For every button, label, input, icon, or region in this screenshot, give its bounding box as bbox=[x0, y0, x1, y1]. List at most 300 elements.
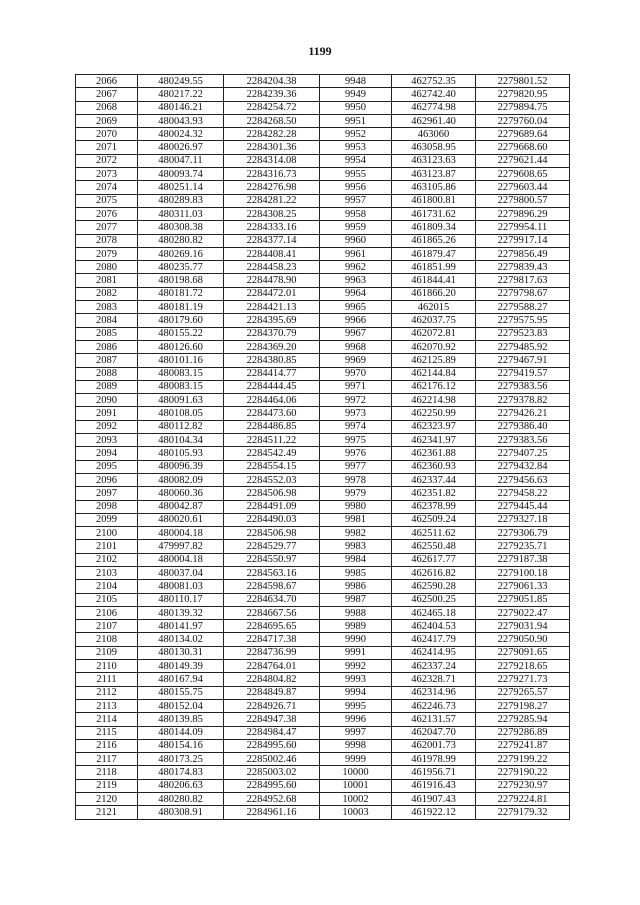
cell-point-id-a: 2068 bbox=[76, 101, 138, 114]
table-row bbox=[76, 527, 570, 540]
cell-northing-a: 2284563.16 bbox=[224, 566, 320, 579]
cell-point-id-a: 2080 bbox=[76, 261, 138, 274]
cell-northing-b: 2279485.92 bbox=[476, 340, 570, 353]
cell-easting-b: 462131.57 bbox=[392, 713, 476, 726]
cell-point-id-b: 9963 bbox=[320, 274, 392, 287]
cell-easting-a: 480112.82 bbox=[138, 420, 224, 433]
cell-northing-b: 2279432.84 bbox=[476, 460, 570, 473]
cell-easting-a: 480134.02 bbox=[138, 633, 224, 646]
cell-easting-a: 480101.16 bbox=[138, 354, 224, 367]
cell-northing-a: 2284961.16 bbox=[224, 806, 320, 819]
cell-point-id-b: 9976 bbox=[320, 447, 392, 460]
table-row bbox=[76, 646, 570, 659]
cell-northing-a: 2284268.50 bbox=[224, 114, 320, 127]
cell-easting-b: 462360.93 bbox=[392, 460, 476, 473]
cell-easting-b: 462072.81 bbox=[392, 327, 476, 340]
cell-easting-b: 462414.95 bbox=[392, 646, 476, 659]
cell-point-id-b: 9965 bbox=[320, 301, 392, 314]
cell-northing-a: 2284473.60 bbox=[224, 407, 320, 420]
cell-point-id-b: 9990 bbox=[320, 633, 392, 646]
cell-easting-b: 462047.70 bbox=[392, 726, 476, 739]
cell-easting-a: 480311.03 bbox=[138, 207, 224, 220]
cell-easting-b: 462001.73 bbox=[392, 739, 476, 752]
cell-easting-a: 480206.63 bbox=[138, 779, 224, 792]
cell-easting-a: 480130.31 bbox=[138, 646, 224, 659]
table-row bbox=[76, 221, 570, 234]
cell-northing-b: 2279198.27 bbox=[476, 699, 570, 712]
table-row bbox=[76, 101, 570, 114]
cell-point-id-a: 2075 bbox=[76, 194, 138, 207]
table-row bbox=[76, 473, 570, 486]
cell-easting-a: 480020.61 bbox=[138, 513, 224, 526]
cell-easting-a: 480037.04 bbox=[138, 566, 224, 579]
cell-point-id-a: 2099 bbox=[76, 513, 138, 526]
cell-easting-a: 480155.75 bbox=[138, 686, 224, 699]
cell-northing-b: 2279022.47 bbox=[476, 606, 570, 619]
cell-northing-b: 2279061.33 bbox=[476, 580, 570, 593]
table-row bbox=[76, 699, 570, 712]
cell-northing-a: 2284301.36 bbox=[224, 141, 320, 154]
cell-point-id-b: 9964 bbox=[320, 287, 392, 300]
cell-point-id-a: 2108 bbox=[76, 633, 138, 646]
cell-point-id-a: 2097 bbox=[76, 487, 138, 500]
cell-point-id-b: 9952 bbox=[320, 128, 392, 141]
cell-northing-b: 2279856.49 bbox=[476, 247, 570, 260]
cell-point-id-a: 2090 bbox=[76, 394, 138, 407]
cell-point-id-b: 9995 bbox=[320, 699, 392, 712]
table-row bbox=[76, 620, 570, 633]
cell-point-id-a: 2119 bbox=[76, 779, 138, 792]
cell-northing-a: 2284380.85 bbox=[224, 354, 320, 367]
cell-northing-a: 2284333.16 bbox=[224, 221, 320, 234]
cell-point-id-a: 2109 bbox=[76, 646, 138, 659]
cell-point-id-a: 2105 bbox=[76, 593, 138, 606]
cell-point-id-b: 9998 bbox=[320, 739, 392, 752]
cell-point-id-a: 2085 bbox=[76, 327, 138, 340]
cell-northing-a: 2284281.22 bbox=[224, 194, 320, 207]
table-row bbox=[76, 713, 570, 726]
cell-point-id-a: 2078 bbox=[76, 234, 138, 247]
cell-point-id-b: 9977 bbox=[320, 460, 392, 473]
cell-easting-b: 463123.87 bbox=[392, 168, 476, 181]
cell-northing-b: 2279218.65 bbox=[476, 660, 570, 673]
cell-easting-a: 480096.39 bbox=[138, 460, 224, 473]
cell-northing-a: 2284764.01 bbox=[224, 660, 320, 673]
cell-point-id-b: 9994 bbox=[320, 686, 392, 699]
cell-point-id-b: 9961 bbox=[320, 247, 392, 260]
cell-northing-a: 2284550.97 bbox=[224, 553, 320, 566]
cell-easting-b: 462314.96 bbox=[392, 686, 476, 699]
cell-northing-a: 2284506.98 bbox=[224, 527, 320, 540]
cell-point-id-b: 9972 bbox=[320, 394, 392, 407]
page-number: 1199 bbox=[308, 44, 332, 58]
cell-point-id-a: 2066 bbox=[76, 75, 138, 88]
cell-northing-b: 2279800.57 bbox=[476, 194, 570, 207]
cell-northing-a: 2284634.70 bbox=[224, 593, 320, 606]
cell-northing-b: 2279091.65 bbox=[476, 646, 570, 659]
cell-point-id-b: 9971 bbox=[320, 380, 392, 393]
cell-point-id-b: 9954 bbox=[320, 154, 392, 167]
cell-northing-b: 2279407.25 bbox=[476, 447, 570, 460]
cell-northing-b: 2279235.71 bbox=[476, 540, 570, 553]
cell-point-id-a: 2114 bbox=[76, 713, 138, 726]
cell-northing-b: 2279760.04 bbox=[476, 114, 570, 127]
cell-point-id-b: 9979 bbox=[320, 487, 392, 500]
table-row bbox=[76, 181, 570, 194]
table-row bbox=[76, 779, 570, 792]
cell-easting-b: 462500.25 bbox=[392, 593, 476, 606]
cell-northing-b: 2279378.82 bbox=[476, 394, 570, 407]
cell-northing-a: 2284472.01 bbox=[224, 287, 320, 300]
cell-point-id-b: 9997 bbox=[320, 726, 392, 739]
cell-northing-a: 2284254.72 bbox=[224, 101, 320, 114]
cell-point-id-b: 10003 bbox=[320, 806, 392, 819]
cell-easting-a: 480308.91 bbox=[138, 806, 224, 819]
table-row bbox=[76, 633, 570, 646]
cell-northing-a: 2284478.90 bbox=[224, 274, 320, 287]
table-row bbox=[76, 500, 570, 513]
cell-northing-b: 2279817.63 bbox=[476, 274, 570, 287]
cell-northing-b: 2279179.32 bbox=[476, 806, 570, 819]
cell-northing-b: 2279575.95 bbox=[476, 314, 570, 327]
table-row bbox=[76, 420, 570, 433]
cell-easting-b: 462417.79 bbox=[392, 633, 476, 646]
cell-point-id-b: 9953 bbox=[320, 141, 392, 154]
cell-easting-a: 480108.05 bbox=[138, 407, 224, 420]
table-row bbox=[76, 301, 570, 314]
cell-point-id-a: 2113 bbox=[76, 699, 138, 712]
cell-point-id-a: 2081 bbox=[76, 274, 138, 287]
table-row bbox=[76, 274, 570, 287]
cell-point-id-a: 2089 bbox=[76, 380, 138, 393]
cell-northing-a: 2284369.20 bbox=[224, 340, 320, 353]
table-row bbox=[76, 766, 570, 779]
cell-point-id-b: 9950 bbox=[320, 101, 392, 114]
cell-point-id-a: 2069 bbox=[76, 114, 138, 127]
cell-point-id-a: 2107 bbox=[76, 620, 138, 633]
cell-easting-a: 480280.82 bbox=[138, 234, 224, 247]
cell-northing-a: 2284804.82 bbox=[224, 673, 320, 686]
cell-northing-b: 2279445.44 bbox=[476, 500, 570, 513]
cell-northing-a: 2284490.03 bbox=[224, 513, 320, 526]
table-row bbox=[76, 327, 570, 340]
table-row bbox=[76, 287, 570, 300]
cell-northing-a: 2284984.47 bbox=[224, 726, 320, 739]
cell-easting-b: 462961.40 bbox=[392, 114, 476, 127]
cell-point-id-a: 2096 bbox=[76, 473, 138, 486]
table-row bbox=[76, 261, 570, 274]
cell-easting-b: 462214.98 bbox=[392, 394, 476, 407]
cell-northing-a: 2285003.02 bbox=[224, 766, 320, 779]
cell-northing-b: 2279588.27 bbox=[476, 301, 570, 314]
cell-easting-a: 480047.11 bbox=[138, 154, 224, 167]
cell-point-id-b: 9984 bbox=[320, 553, 392, 566]
cell-northing-b: 2279285.94 bbox=[476, 713, 570, 726]
cell-point-id-a: 2118 bbox=[76, 766, 138, 779]
cell-northing-a: 2284421.13 bbox=[224, 301, 320, 314]
cell-easting-a: 480139.32 bbox=[138, 606, 224, 619]
cell-northing-a: 2284511.22 bbox=[224, 434, 320, 447]
cell-northing-b: 2279265.57 bbox=[476, 686, 570, 699]
cell-northing-b: 2279689.64 bbox=[476, 128, 570, 141]
cell-northing-a: 2284486.85 bbox=[224, 420, 320, 433]
cell-easting-b: 462590.28 bbox=[392, 580, 476, 593]
cell-easting-b: 462378.99 bbox=[392, 500, 476, 513]
cell-northing-a: 2285002.46 bbox=[224, 753, 320, 766]
cell-northing-b: 2279668.60 bbox=[476, 141, 570, 154]
cell-northing-b: 2279467.91 bbox=[476, 354, 570, 367]
cell-easting-b: 462617.77 bbox=[392, 553, 476, 566]
cell-point-id-a: 2117 bbox=[76, 753, 138, 766]
cell-point-id-a: 2071 bbox=[76, 141, 138, 154]
cell-easting-a: 480152.04 bbox=[138, 699, 224, 712]
table-row bbox=[76, 487, 570, 500]
table-row bbox=[76, 168, 570, 181]
table-row bbox=[76, 806, 570, 819]
table-row bbox=[76, 114, 570, 127]
cell-northing-b: 2279419.57 bbox=[476, 367, 570, 380]
table-row bbox=[76, 686, 570, 699]
cell-easting-a: 480144.09 bbox=[138, 726, 224, 739]
cell-easting-b: 462351.82 bbox=[392, 487, 476, 500]
table-row bbox=[76, 75, 570, 88]
cell-northing-b: 2279621.44 bbox=[476, 154, 570, 167]
cell-point-id-a: 2116 bbox=[76, 739, 138, 752]
cell-northing-b: 2279608.65 bbox=[476, 168, 570, 181]
cell-point-id-b: 9978 bbox=[320, 473, 392, 486]
cell-easting-b: 463058.95 bbox=[392, 141, 476, 154]
table-row bbox=[76, 154, 570, 167]
table-row bbox=[76, 540, 570, 553]
table-row bbox=[76, 247, 570, 260]
table-row bbox=[76, 128, 570, 141]
cell-point-id-a: 2083 bbox=[76, 301, 138, 314]
cell-easting-b: 461731.62 bbox=[392, 207, 476, 220]
cell-easting-b: 462323.97 bbox=[392, 420, 476, 433]
cell-northing-a: 2284542.49 bbox=[224, 447, 320, 460]
cell-northing-a: 2284717.38 bbox=[224, 633, 320, 646]
cell-easting-a: 480280.82 bbox=[138, 793, 224, 806]
cell-northing-a: 2284952.68 bbox=[224, 793, 320, 806]
cell-easting-b: 461844.41 bbox=[392, 274, 476, 287]
cell-easting-b: 462616.82 bbox=[392, 566, 476, 579]
cell-point-id-b: 9955 bbox=[320, 168, 392, 181]
cell-northing-b: 2279917.14 bbox=[476, 234, 570, 247]
cell-easting-b: 461907.43 bbox=[392, 793, 476, 806]
cell-easting-b: 462070.92 bbox=[392, 340, 476, 353]
cell-point-id-b: 9996 bbox=[320, 713, 392, 726]
cell-easting-b: 462742.40 bbox=[392, 88, 476, 101]
cell-easting-b: 462774.98 bbox=[392, 101, 476, 114]
cell-point-id-b: 9968 bbox=[320, 340, 392, 353]
cell-northing-b: 2279798.67 bbox=[476, 287, 570, 300]
cell-northing-a: 2284458.23 bbox=[224, 261, 320, 274]
cell-point-id-a: 2073 bbox=[76, 168, 138, 181]
cell-point-id-a: 2095 bbox=[76, 460, 138, 473]
cell-point-id-a: 2115 bbox=[76, 726, 138, 739]
cell-easting-b: 462176.12 bbox=[392, 380, 476, 393]
cell-northing-a: 2284444.45 bbox=[224, 380, 320, 393]
cell-point-id-b: 9987 bbox=[320, 593, 392, 606]
cell-northing-b: 2279100.18 bbox=[476, 566, 570, 579]
cell-easting-a: 480181.19 bbox=[138, 301, 224, 314]
cell-easting-a: 480269.16 bbox=[138, 247, 224, 260]
cell-point-id-a: 2084 bbox=[76, 314, 138, 327]
cell-northing-b: 2279383.56 bbox=[476, 434, 570, 447]
cell-easting-a: 480043.93 bbox=[138, 114, 224, 127]
cell-easting-b: 461956.71 bbox=[392, 766, 476, 779]
cell-easting-a: 480091.63 bbox=[138, 394, 224, 407]
cell-point-id-b: 9988 bbox=[320, 606, 392, 619]
cell-northing-a: 2284239.36 bbox=[224, 88, 320, 101]
table-row bbox=[76, 340, 570, 353]
cell-northing-a: 2284995.60 bbox=[224, 779, 320, 792]
cell-easting-b: 462550.48 bbox=[392, 540, 476, 553]
cell-easting-a: 480198.68 bbox=[138, 274, 224, 287]
table-row bbox=[76, 314, 570, 327]
cell-point-id-b: 9962 bbox=[320, 261, 392, 274]
cell-easting-a: 480024.32 bbox=[138, 128, 224, 141]
table-row bbox=[76, 88, 570, 101]
cell-easting-a: 480126.60 bbox=[138, 340, 224, 353]
cell-easting-a: 480146.21 bbox=[138, 101, 224, 114]
cell-northing-a: 2284377.14 bbox=[224, 234, 320, 247]
table-row bbox=[76, 580, 570, 593]
cell-easting-a: 480060.36 bbox=[138, 487, 224, 500]
cell-point-id-b: 9966 bbox=[320, 314, 392, 327]
cell-northing-a: 2284736.99 bbox=[224, 646, 320, 659]
cell-point-id-b: 9974 bbox=[320, 420, 392, 433]
cell-easting-a: 480181.72 bbox=[138, 287, 224, 300]
table-row bbox=[76, 513, 570, 526]
cell-northing-b: 2279187.38 bbox=[476, 553, 570, 566]
cell-easting-b: 461865.26 bbox=[392, 234, 476, 247]
cell-northing-a: 2284414.77 bbox=[224, 367, 320, 380]
cell-point-id-a: 2110 bbox=[76, 660, 138, 673]
cell-easting-b: 462337.44 bbox=[392, 473, 476, 486]
cell-point-id-b: 9991 bbox=[320, 646, 392, 659]
cell-northing-a: 2284552.03 bbox=[224, 473, 320, 486]
cell-northing-b: 2279820.95 bbox=[476, 88, 570, 101]
cell-easting-b: 463105.86 bbox=[392, 181, 476, 194]
cell-easting-a: 480179.60 bbox=[138, 314, 224, 327]
cell-easting-b: 462465.18 bbox=[392, 606, 476, 619]
cell-point-id-b: 9993 bbox=[320, 673, 392, 686]
cell-point-id-b: 9986 bbox=[320, 580, 392, 593]
cell-point-id-b: 9989 bbox=[320, 620, 392, 633]
cell-point-id-a: 2088 bbox=[76, 367, 138, 380]
cell-northing-a: 2284598.67 bbox=[224, 580, 320, 593]
cell-point-id-b: 9973 bbox=[320, 407, 392, 420]
cell-easting-b: 462125.89 bbox=[392, 354, 476, 367]
cell-easting-a: 480104.34 bbox=[138, 434, 224, 447]
cell-easting-b: 463123.63 bbox=[392, 154, 476, 167]
cell-northing-a: 2284316.73 bbox=[224, 168, 320, 181]
cell-northing-b: 2279456.63 bbox=[476, 473, 570, 486]
cell-easting-b: 462250.99 bbox=[392, 407, 476, 420]
cell-easting-a: 480155.22 bbox=[138, 327, 224, 340]
cell-point-id-a: 2093 bbox=[76, 434, 138, 447]
cell-easting-a: 480083.15 bbox=[138, 367, 224, 380]
cell-point-id-a: 2082 bbox=[76, 287, 138, 300]
cell-point-id-b: 10002 bbox=[320, 793, 392, 806]
cell-point-id-b: 9960 bbox=[320, 234, 392, 247]
cell-easting-b: 462328.71 bbox=[392, 673, 476, 686]
cell-easting-b: 461978.99 bbox=[392, 753, 476, 766]
cell-point-id-a: 2072 bbox=[76, 154, 138, 167]
cell-northing-a: 2284995.60 bbox=[224, 739, 320, 752]
table-row bbox=[76, 460, 570, 473]
cell-easting-b: 461800.81 bbox=[392, 194, 476, 207]
cell-northing-a: 2284282.28 bbox=[224, 128, 320, 141]
cell-northing-b: 2279896.29 bbox=[476, 207, 570, 220]
cell-northing-a: 2284667.56 bbox=[224, 606, 320, 619]
cell-easting-b: 461922.12 bbox=[392, 806, 476, 819]
cell-easting-b: 462511.62 bbox=[392, 527, 476, 540]
cell-northing-a: 2284947.38 bbox=[224, 713, 320, 726]
cell-point-id-a: 2101 bbox=[76, 540, 138, 553]
cell-northing-a: 2284370.79 bbox=[224, 327, 320, 340]
cell-northing-b: 2279286.89 bbox=[476, 726, 570, 739]
coordinates-table bbox=[75, 74, 570, 820]
cell-easting-b: 461809.34 bbox=[392, 221, 476, 234]
cell-northing-a: 2284695.65 bbox=[224, 620, 320, 633]
cell-point-id-a: 2091 bbox=[76, 407, 138, 420]
cell-easting-b: 462337.24 bbox=[392, 660, 476, 673]
cell-point-id-b: 9982 bbox=[320, 527, 392, 540]
cell-northing-a: 2284276.98 bbox=[224, 181, 320, 194]
cell-easting-b: 461879.47 bbox=[392, 247, 476, 260]
cell-easting-a: 480154.16 bbox=[138, 739, 224, 752]
cell-northing-b: 2279031.94 bbox=[476, 620, 570, 633]
cell-northing-a: 2284408.41 bbox=[224, 247, 320, 260]
cell-northing-b: 2279230.97 bbox=[476, 779, 570, 792]
cell-point-id-a: 2070 bbox=[76, 128, 138, 141]
cell-easting-b: 463060 bbox=[392, 128, 476, 141]
cell-point-id-b: 9959 bbox=[320, 221, 392, 234]
cell-point-id-a: 2087 bbox=[76, 354, 138, 367]
table-row bbox=[76, 753, 570, 766]
table-row bbox=[76, 739, 570, 752]
cell-point-id-b: 10001 bbox=[320, 779, 392, 792]
cell-northing-b: 2279050.90 bbox=[476, 633, 570, 646]
cell-point-id-b: 10000 bbox=[320, 766, 392, 779]
cell-easting-a: 480004.18 bbox=[138, 553, 224, 566]
cell-point-id-a: 2098 bbox=[76, 500, 138, 513]
cell-northing-b: 2279426.21 bbox=[476, 407, 570, 420]
cell-easting-a: 480004.18 bbox=[138, 527, 224, 540]
cell-point-id-b: 9983 bbox=[320, 540, 392, 553]
cell-easting-b: 462015 bbox=[392, 301, 476, 314]
cell-northing-a: 2284464.06 bbox=[224, 394, 320, 407]
table-row bbox=[76, 793, 570, 806]
cell-easting-a: 480149.39 bbox=[138, 660, 224, 673]
cell-easting-a: 480308.38 bbox=[138, 221, 224, 234]
cell-easting-a: 480105.93 bbox=[138, 447, 224, 460]
cell-northing-b: 2279383.56 bbox=[476, 380, 570, 393]
cell-point-id-b: 9969 bbox=[320, 354, 392, 367]
cell-point-id-a: 2104 bbox=[76, 580, 138, 593]
cell-easting-a: 480217.22 bbox=[138, 88, 224, 101]
cell-easting-b: 461916.43 bbox=[392, 779, 476, 792]
table-row bbox=[76, 606, 570, 619]
cell-northing-b: 2279386.40 bbox=[476, 420, 570, 433]
cell-point-id-a: 2094 bbox=[76, 447, 138, 460]
cell-northing-a: 2284554.15 bbox=[224, 460, 320, 473]
cell-point-id-b: 9970 bbox=[320, 367, 392, 380]
cell-easting-a: 480141.97 bbox=[138, 620, 224, 633]
cell-easting-b: 461851.99 bbox=[392, 261, 476, 274]
